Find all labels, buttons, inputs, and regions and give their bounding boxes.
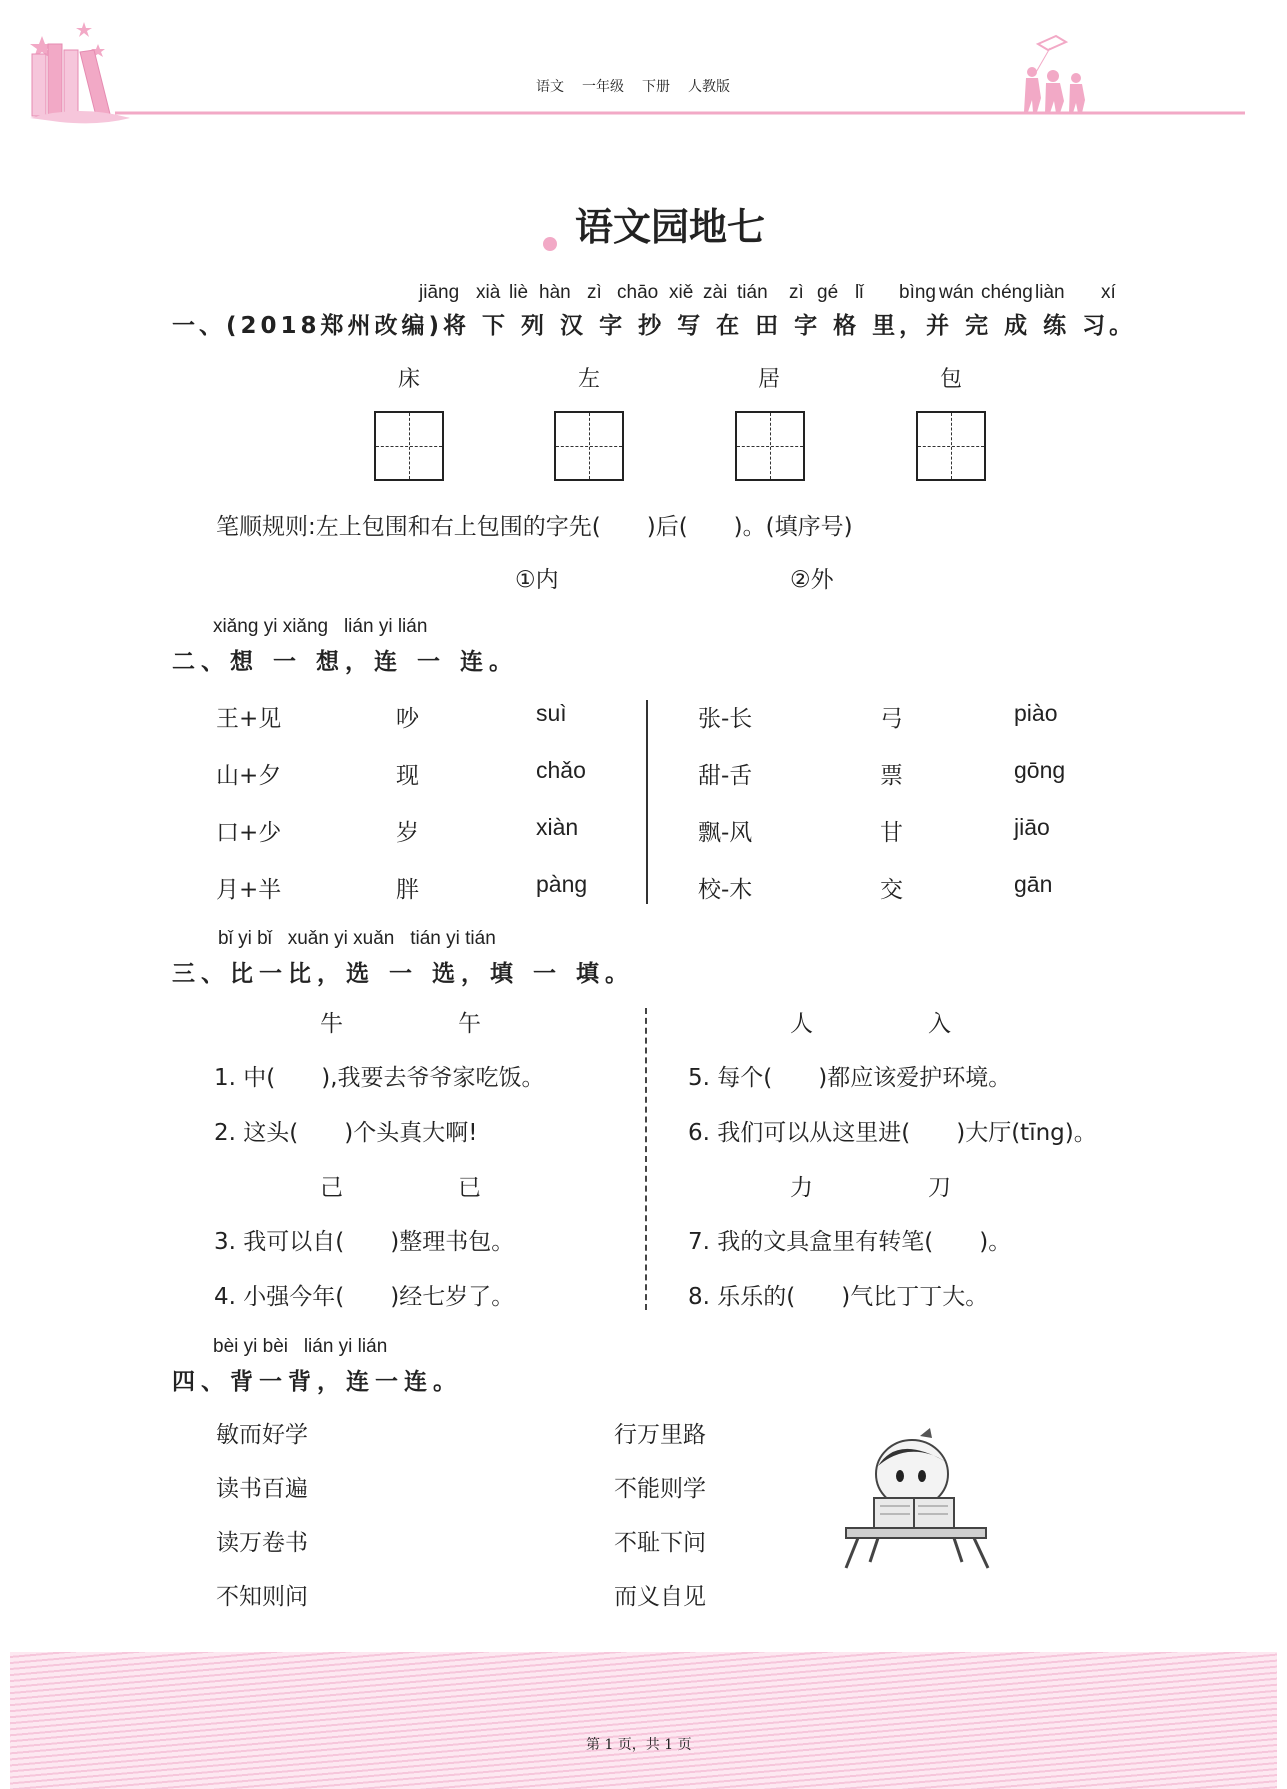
section3-left	[214, 1005, 634, 1315]
pinyin: zì	[789, 282, 804, 303]
phrase-item[interactable]: 读万卷书	[216, 1530, 308, 1556]
compare-char: 刀	[928, 1175, 951, 1201]
match-item[interactable]: gōng	[1014, 757, 1066, 783]
match-item[interactable]: xiàn	[536, 814, 579, 840]
tianzige-box[interactable]	[735, 411, 805, 481]
match-item[interactable]: 胖	[396, 877, 419, 903]
header-text	[536, 76, 730, 96]
char-label: 包	[940, 367, 963, 392]
pinyin: liè	[509, 282, 529, 303]
fill-question[interactable]: 3. 我可以自( )整理书包。	[214, 1229, 515, 1255]
compare-char: 入	[928, 1011, 951, 1037]
section4-left	[216, 1416, 416, 1616]
tianzige-box[interactable]	[374, 411, 444, 481]
compare-char: 午	[458, 1011, 481, 1037]
match-item[interactable]: piào	[1014, 700, 1058, 726]
compare-char: 牛	[320, 1011, 343, 1037]
section1-pinyin	[419, 282, 1119, 306]
pinyin: lǐ	[855, 282, 864, 303]
pinyin: wán	[939, 282, 974, 303]
compare-char: 已	[458, 1175, 481, 1201]
section2-left	[216, 700, 636, 910]
match-item[interactable]: 现	[396, 763, 419, 789]
page-title: 语文园地七	[575, 204, 766, 249]
section2-pinyin: xiǎng yi xiǎng lián yi lián	[213, 616, 428, 637]
fill-question[interactable]: 1. 中( ),我要去爷爷家吃饭。	[214, 1065, 545, 1091]
pinyin: xí	[1101, 282, 1116, 303]
match-item[interactable]: 弓	[880, 706, 903, 732]
pinyin: liàn	[1035, 282, 1065, 303]
match-item[interactable]: 票	[880, 763, 903, 789]
reading-boy-illustration	[838, 1424, 998, 1574]
option-outer: ②外	[790, 567, 834, 593]
section3-right	[688, 1005, 1148, 1315]
compare-char: 力	[790, 1175, 813, 1201]
footer-band	[10, 1652, 1277, 1789]
fill-question[interactable]: 2. 这头( )个头真大啊!	[214, 1120, 478, 1146]
match-item[interactable]: 甘	[880, 820, 903, 846]
match-item[interactable]: chǎo	[536, 757, 586, 783]
pinyin: zì	[587, 282, 602, 303]
fill-question[interactable]: 7. 我的文具盒里有转笔( )。	[688, 1229, 1012, 1255]
match-item[interactable]: gān	[1014, 871, 1053, 897]
section2-heading: 二、想 一 想，连 一 连。	[172, 649, 519, 675]
match-item[interactable]: 飘-风	[698, 820, 753, 846]
section3-heading: 三、比一比，选 一 选，填 一 填。	[172, 961, 635, 987]
match-item[interactable]: 岁	[396, 820, 419, 846]
fill-question[interactable]: 4. 小强今年( )经七岁了。	[214, 1284, 515, 1310]
match-item[interactable]: 甜-舌	[698, 763, 753, 789]
match-item[interactable]: 山+夕	[216, 763, 282, 789]
header-books-logo-icon	[20, 14, 1270, 124]
pinyin: xià	[476, 282, 501, 303]
phrase-item[interactable]: 不耻下问	[614, 1530, 706, 1556]
header-decoration	[20, 14, 1270, 124]
header-term: 下册	[642, 79, 670, 95]
match-item[interactable]: 王+见	[216, 706, 282, 732]
section2-right	[698, 700, 1138, 910]
match-item[interactable]: suì	[536, 700, 567, 726]
pinyin: xiě	[669, 282, 694, 303]
match-item[interactable]: 月+半	[216, 877, 282, 903]
phrase-item[interactable]: 而义自见	[614, 1584, 706, 1610]
fill-question[interactable]: 6. 我们可以从这里进( )大厅(tīng)。	[688, 1120, 1097, 1146]
pinyin: zài	[703, 282, 728, 303]
header-edition: 人教版	[688, 79, 730, 95]
section3-pinyin: bǐ yi bǐ xuǎn yi xuǎn tián yi tián	[218, 928, 496, 949]
compare-char: 己	[320, 1175, 343, 1201]
pinyin: hàn	[539, 282, 571, 303]
stroke-rule-question: 笔顺规则:左上包围和右上包围的字先( )后( )。(填序号)	[216, 514, 853, 540]
phrase-item[interactable]: 不能则学	[614, 1476, 706, 1502]
page-number: 第 1 页，共 1 页	[586, 1737, 692, 1753]
section2-divider	[646, 700, 648, 904]
option-inner: ①内	[515, 567, 559, 593]
phrase-item[interactable]: 不知则问	[216, 1584, 308, 1610]
pinyin: gé	[817, 282, 839, 303]
match-item[interactable]: jiāo	[1014, 814, 1050, 840]
compare-char: 人	[790, 1011, 813, 1037]
char-label: 床	[398, 367, 421, 392]
char-label: 居	[758, 367, 781, 392]
tianzige-box[interactable]	[554, 411, 624, 481]
pinyin: chāo	[617, 282, 659, 303]
match-item[interactable]: 吵	[396, 706, 419, 732]
tianzige-box[interactable]	[916, 411, 986, 481]
reading-boy-icon	[838, 1424, 998, 1574]
fill-question[interactable]: 5. 每个( )都应该爱护环境。	[688, 1065, 1012, 1091]
header-grade: 一年级	[582, 79, 624, 95]
header-subject: 语文	[536, 79, 564, 95]
section4-right	[614, 1416, 814, 1616]
pinyin: chéng	[981, 282, 1033, 303]
section3-divider	[645, 1008, 647, 1310]
match-item[interactable]: pàng	[536, 871, 588, 897]
phrase-item[interactable]: 读书百遍	[216, 1476, 308, 1502]
match-item[interactable]: 校-木	[698, 877, 753, 903]
pinyin: jiāng	[419, 282, 460, 303]
section1-heading: 一、(2018郑州改编)将 下 列 汉 字 抄 写 在 田 字 格 里，并 完 成 练 习。	[172, 313, 1137, 339]
match-item[interactable]: 交	[880, 877, 903, 903]
match-item[interactable]: 口+少	[216, 820, 282, 846]
title-dot	[543, 237, 557, 251]
fill-question[interactable]: 8. 乐乐的( )气比丁丁大。	[688, 1284, 989, 1310]
char-label: 左	[578, 367, 601, 392]
pinyin: bìng	[899, 282, 936, 303]
pinyin: tián	[737, 282, 768, 303]
section4-pinyin: bèi yi bèi lián yi lián	[213, 1336, 388, 1357]
match-item[interactable]: 张-长	[698, 706, 753, 732]
phrase-item[interactable]: 行万里路	[614, 1422, 706, 1448]
section4-heading: 四、背一背，连一连。	[172, 1369, 462, 1395]
phrase-item[interactable]: 敏而好学	[216, 1422, 308, 1448]
